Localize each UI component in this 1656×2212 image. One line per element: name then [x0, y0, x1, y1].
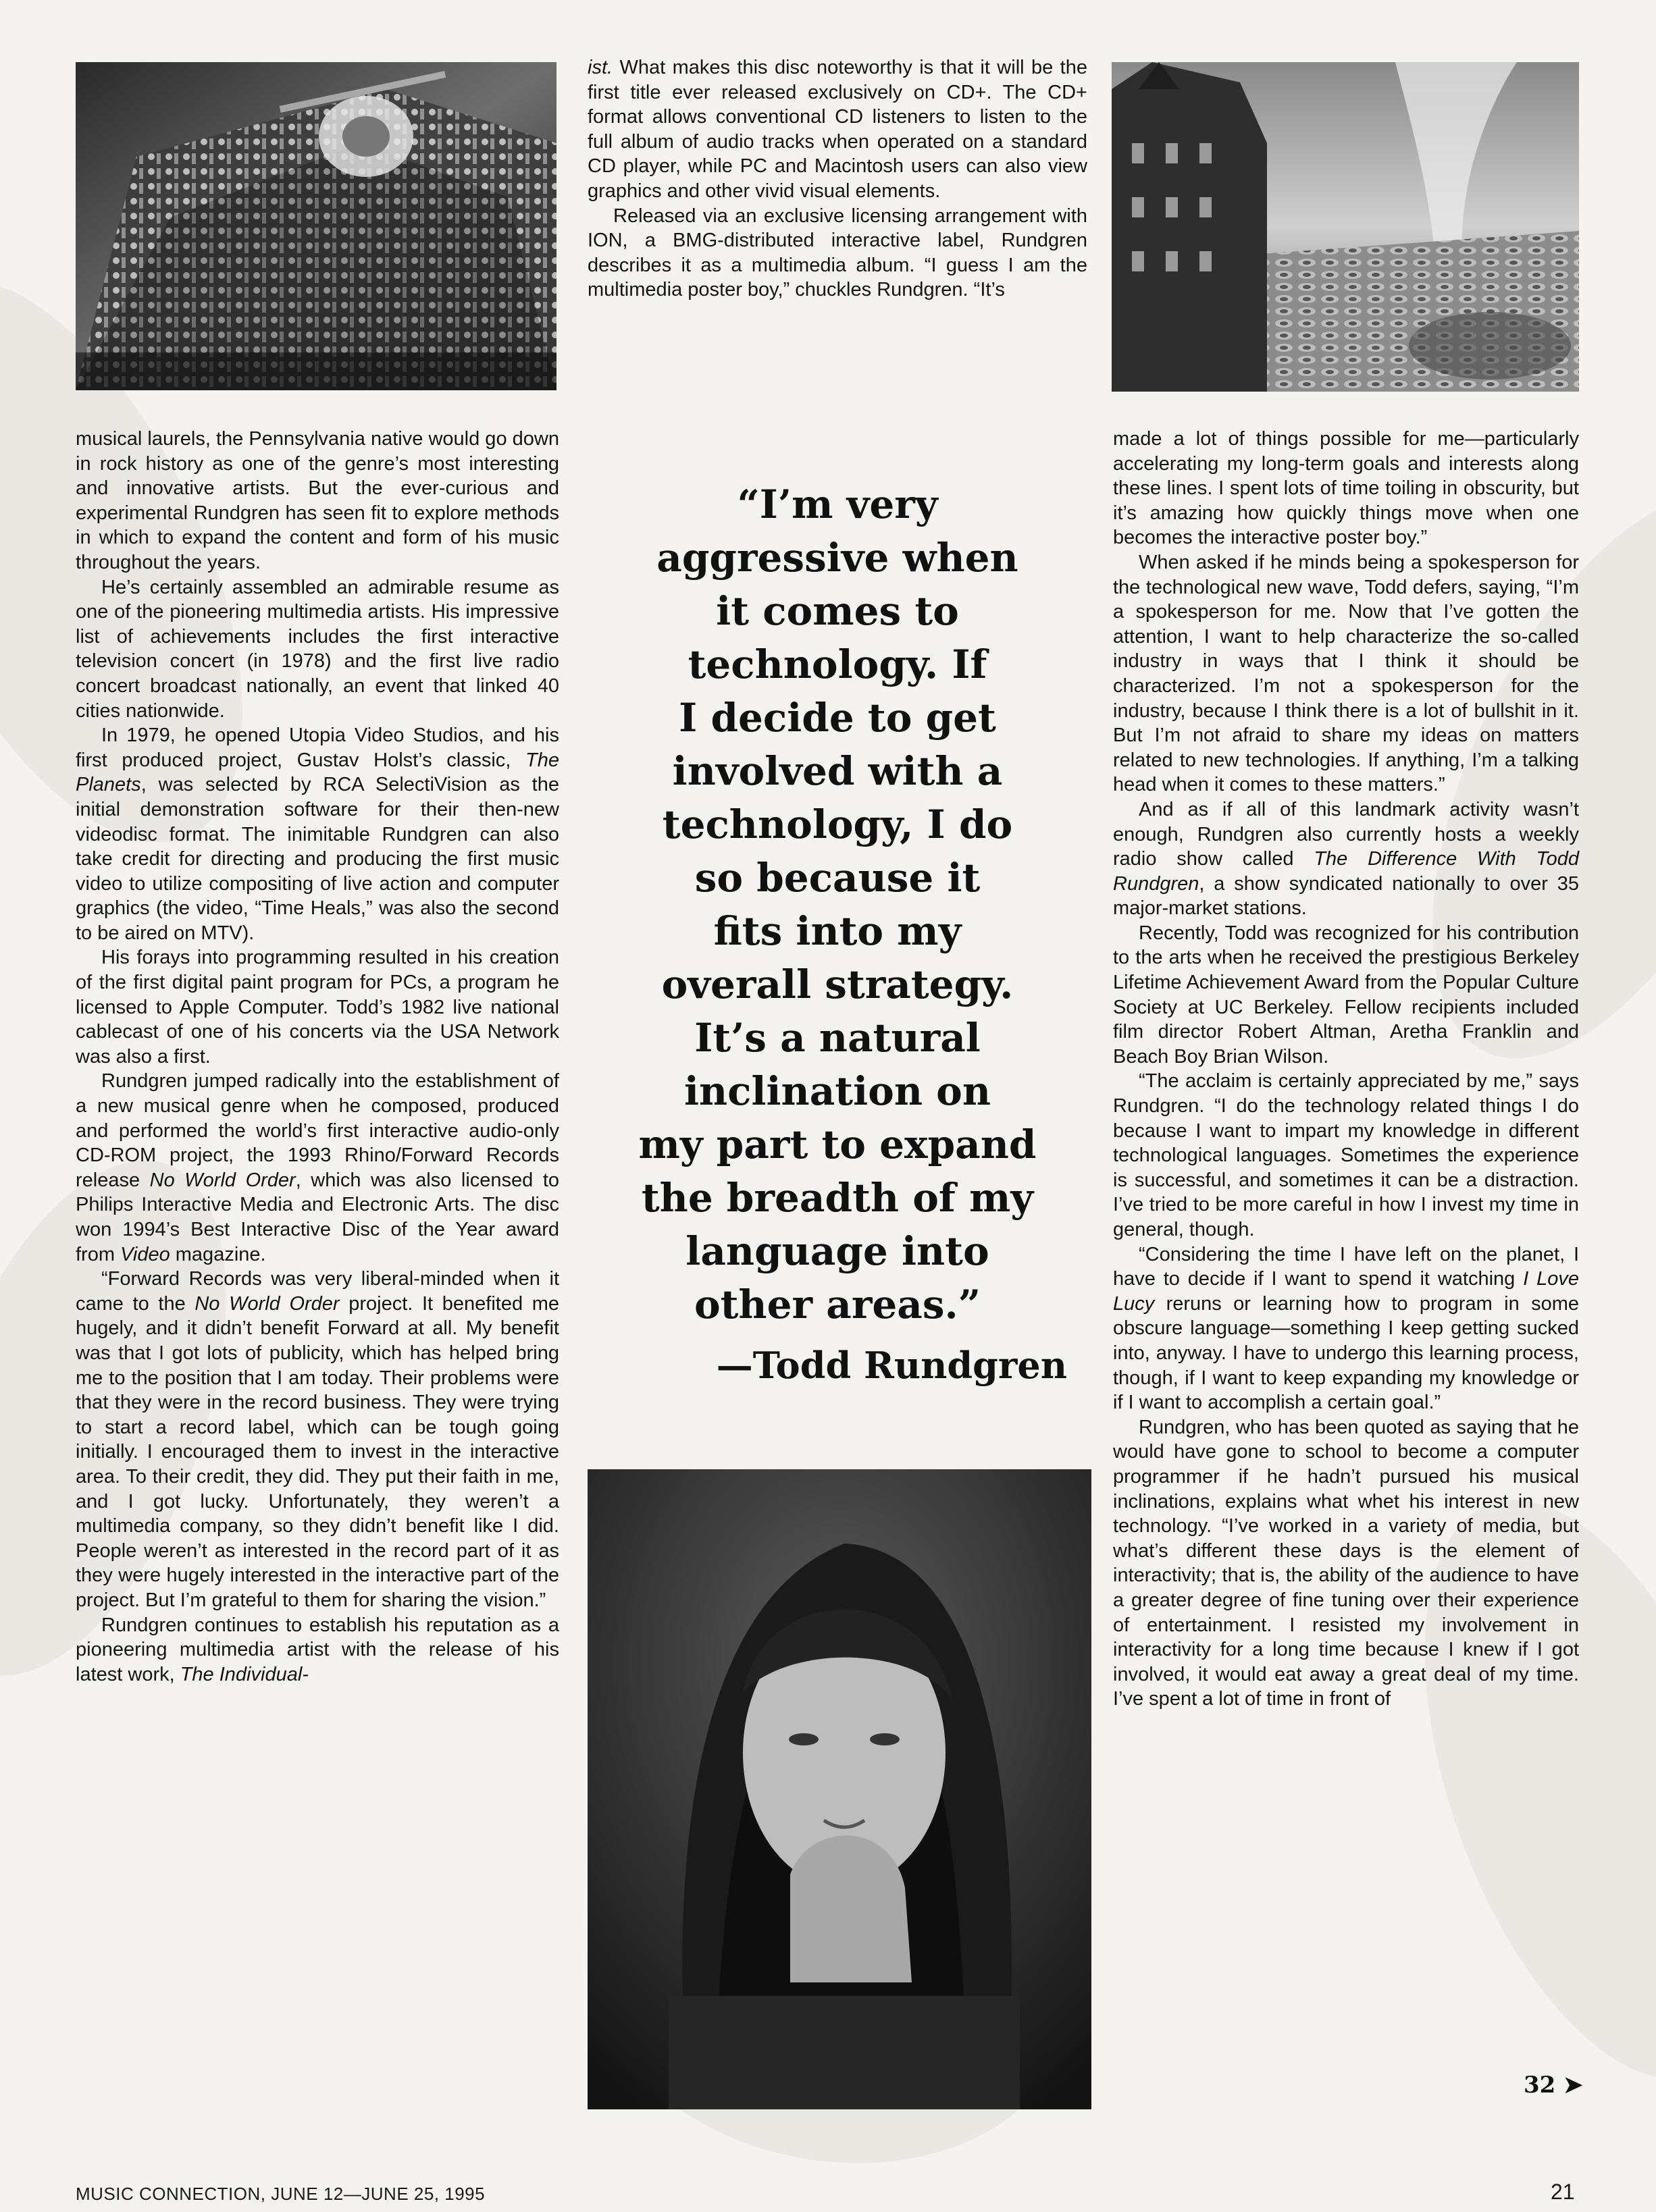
pull-quote-line: I decide to get — [679, 695, 996, 741]
paragraph-text: And as if all of this landmark activity wasn’t enough, Rundgren also currently hosts a weekly radio show called — [1113, 798, 1579, 870]
italic-title: The Planets — [76, 749, 559, 796]
pull-quote-line: so because it — [694, 855, 981, 901]
mixing-console-photo — [76, 62, 557, 390]
article-paragraph — [76, 1613, 559, 1687]
paragraph-text: Released via an exclusive licensing arrangement with ION, a BMG-distributed interactive label, Rundgren describes it as a multimedia album. “I guess I am the multimedia poster boy,” chuckles Rundgren. “It’s — [588, 205, 1087, 301]
paragraph-text: made a lot of things possible for me—particularly accelerating my long-term goals and interests along these lines. I spent lots of time toiling in obscurity, but it’s amazing how quickly things move when one becomes the interactive poster boy.” — [1113, 428, 1579, 549]
paragraph-text: , a show syndicated nationally to over 35 major-market stations. — [1113, 872, 1579, 920]
pull-quote-line: It’s a natural — [694, 1015, 981, 1061]
paragraph-text: musical laurels, the Pennsylvania native would go down in rock history as one of the genre’s most interesting and innovative artists. But the ever-curious and experimental Rundgren has seen fit to explore methods in which to expand the content and form of his music throughout the years. — [76, 428, 559, 573]
paragraph-text: “Forward Records was very liberal-minded when it came to the — [76, 1268, 559, 1315]
continued-marker: 32 ➤ — [1524, 2072, 1583, 2099]
pull-quote-line: overall strategy. — [661, 962, 1014, 1007]
paragraph-text: project. It benefited me hugely, and it didn’t benefit Forward at all. My benefit was that I got lots of publicity, which has helped bring me to the position that I am today. Their problems were that they were in the record business. They were trying to start a record label, which can be tough going initially. I encouraged them to invest in the interactive area. To their credit, they did. They put their faith in me, and I got lucky. Unfortunately, they weren’t a multimedia company, so they didn’t benefit like I did. People weren’t as interested in the record part of it as they were hugely interested in the interactive part of the project. But I’m grateful to them for sharing the vision.” — [76, 1292, 560, 1611]
todd-rundgren-portrait — [588, 1469, 1091, 2109]
italic-title: Video — [120, 1243, 170, 1265]
pull-quote-line: involved with a — [672, 748, 1003, 794]
pull-quote-line: language into — [685, 1228, 989, 1274]
pull-quote-line: “I’m very — [737, 481, 938, 527]
article-paragraph — [1113, 921, 1579, 1070]
paragraph-text: What makes this disc noteworthy is that it will be the first title ever released exclusively on CD+. The CD+ format allows conventional CD listeners to listen to the full album of audio tracks when operated on a standard CD player, while PC and Macintosh users can also view graphics and other vivid visual elements. — [588, 57, 1087, 202]
italic-title: No World Order — [195, 1292, 340, 1315]
article-paragraph — [76, 1267, 559, 1612]
paragraph-text: reruns or learning how to program in some obscure language—something I keep getting sucked into, anyway. I have to undergo this learning process, though, if I want to keep expanding my knowledge or if I want to accomplish a certain goal.” — [1113, 1292, 1579, 1414]
paragraph-text: He’s certainly assembled an admirable resume as one of the pioneering multimedia artists. His impressive list of achievements includes the first interactive television concert (in 1978) and the first live radio concert broadcast nationally, an event that linked 40 cities nationwide. — [76, 576, 559, 722]
pull-quote-line: fits into my — [713, 908, 962, 954]
italic-title: The Individual- — [180, 1663, 309, 1685]
pull-quote-line: other areas.” — [694, 1282, 981, 1327]
pull-quote-line: the breadth of my — [641, 1175, 1034, 1221]
paragraph-text: In 1979, he opened Utopia Video Studios, and his first produced project, Gustav Holst’s classic, — [76, 725, 559, 771]
publication-footer: MUSIC CONNECTION, JUNE 12—JUNE 25, 1995 — [76, 2184, 486, 2204]
article-column-right — [1113, 427, 1579, 1712]
article-paragraph — [1113, 797, 1579, 921]
pull-quote — [588, 478, 1087, 1332]
paragraph-text: His forays into programming resulted in his creation of the first digital paint program for PCs, a program he licensed to Apple Computer. Todd’s 1982 live national cablecast of one of his concerts via the USA Network was also a first. — [76, 947, 559, 1068]
article-paragraph — [1113, 1242, 1579, 1415]
article-column-middle — [588, 55, 1087, 302]
paragraph-text: Rundgren continues to establish his reputation as a pioneering multimedia artist with the release of his latest work, — [76, 1614, 559, 1685]
paragraph-text: magazine. — [170, 1243, 266, 1265]
italic-title: ist. — [588, 57, 613, 78]
paragraph-text: “The acclaim is certainly appreciated by me,” says Rundgren. “I do the technology related things I do because I want to impart my knowledge in different technological languages. Sometimes the experience is successful, and sometimes it can be a distraction. I’ve tried to be more careful in how I invest my time in general, though. — [1113, 1070, 1579, 1240]
article-paragraph — [1113, 1415, 1579, 1712]
paragraph-text: Rundgren, who has been quoted as saying that he would have gone to school to become a computer programmer if he hadn’t pursued his musical inclinations, explains what whet his interest in new technology. “I’ve worked in a variety of media, but what’s different these days is the element of interactivity; that is, the ability of the audience to have a greater degree of fine tuning over their experience of entertainment. I resisted my involvement in interactivity for a long time because I knew if I got involved, it would eat away a great deal of my time. I’ve spent a lot of time in front of — [1113, 1416, 1579, 1710]
pull-quote-line: technology, I do — [662, 801, 1013, 847]
pull-quote-line: it comes to — [716, 588, 959, 634]
fantasy-landscape-illustration — [1112, 62, 1579, 392]
italic-title: The Difference With Todd Rundgren — [1113, 848, 1579, 895]
pull-quote-line: inclination on — [683, 1068, 991, 1114]
paragraph-text: , which was also licensed to Philips Interactive Media and Electronic Arts. The disc won 1994’s Best Interactive Disc of the Year award from — [76, 1169, 560, 1265]
article-paragraph — [1113, 550, 1579, 797]
italic-title: I Love Lucy — [1113, 1268, 1579, 1315]
article-column-left — [76, 427, 559, 1687]
pull-quote-line: technology. If — [688, 641, 987, 687]
paragraph-text: , was selected by RCA SelectiVision as the initial demonstration software for their then-new videodisc format. The inimitable Rundgren can also take credit for directing and producing the first music video to utilize compositing of live action and computer graphics (the video, “Time Heals,” was also the second to be aired on MTV). — [76, 774, 559, 944]
italic-title: No World Order — [149, 1169, 296, 1191]
article-paragraph — [76, 1069, 559, 1267]
article-paragraph — [76, 723, 559, 945]
article-paragraph — [76, 427, 559, 575]
paragraph-text: Rundgren jumped radically into the establishment of a new musical genre when he composed, produced and performed the world’s first interactive audio-only CD-ROM project, the 1993 Rhino/Forward Records release — [76, 1070, 559, 1191]
pull-quote-attribution: —Todd Rundgren — [716, 1344, 1067, 1387]
article-paragraph — [76, 945, 559, 1069]
article-paragraph — [588, 55, 1087, 204]
article-paragraph — [588, 204, 1087, 302]
paragraph-text: When asked if he minds being a spokesperson for the technological new wave, Todd defers, saying, “I’m a spokesperson for me. Now that I’ve gotten the attention, I want to help characterize the so-called industry in ways that I think it should be characterized. I’m not a spokesperson for the industry, because I think there is a lot of bullshit in it. But I’m not afraid to share my ideas on matters related to new technologies. If anything, I’m a talking head when it comes to these matters.” — [1113, 551, 1579, 796]
article-paragraph — [1113, 427, 1579, 550]
article-paragraph — [1113, 1069, 1579, 1242]
pull-quote-line: aggressive when — [656, 535, 1018, 581]
paragraph-text: “Considering the time I have left on the planet, I have to decide if I want to spend it watching — [1113, 1243, 1579, 1290]
pull-quote-line: my part to expand — [638, 1122, 1037, 1167]
article-paragraph — [76, 575, 559, 724]
page-number: 21 — [1551, 2180, 1575, 2204]
paragraph-text: Recently, Todd was recognized for his contribution to the arts when he received the prestigious Berkeley Lifetime Achievement Award from the Popular Culture Society at UC Berkeley. Fellow recipients included film director Robert Altman, Aretha Franklin and Beach Boy Brian Wilson. — [1113, 922, 1579, 1068]
